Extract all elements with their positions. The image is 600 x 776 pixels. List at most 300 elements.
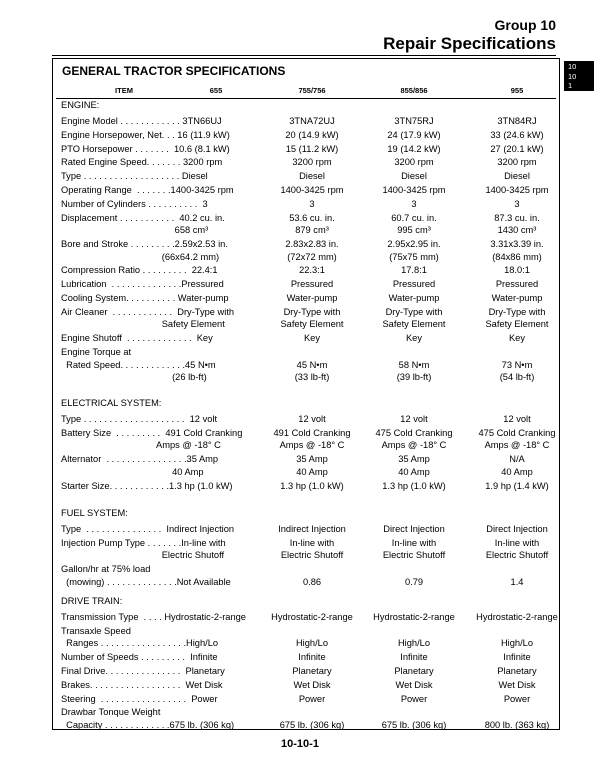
page-title: Repair Specifications	[383, 34, 556, 53]
spec-value: 19 (14.2 kW)	[387, 143, 441, 154]
page-number: 10-10-1	[281, 738, 319, 750]
spec-value-col-2	[362, 679, 466, 692]
spec-value	[260, 706, 364, 719]
spec-row	[0, 706, 600, 731]
spec-row	[0, 238, 600, 263]
spec-value: 0.86	[302, 576, 322, 587]
spec-value: (33 lb-ft)	[294, 372, 330, 383]
spec-value: Infinite	[298, 652, 326, 663]
spec-row	[0, 480, 600, 493]
spec-value-col-3	[465, 264, 569, 277]
spec-value-col-3	[465, 346, 569, 384]
spec-label	[61, 480, 233, 493]
spec-row	[0, 156, 600, 169]
spec-value: 15 (11.2 kW)	[285, 143, 339, 154]
spec-value-col-3	[465, 706, 569, 731]
spec-value-col-1	[260, 625, 364, 650]
side-tab-line: 10	[568, 71, 577, 81]
spec-row	[0, 665, 600, 678]
spec-label-line: 658 cm³	[61, 225, 209, 236]
spec-value: 3200 rpm	[394, 157, 434, 168]
spec-label-line: Type . . . . . . . . . . . . . . . Indirect Injection	[61, 524, 235, 534]
spec-label-line: Final Drive. . . . . . . . . . . . . . . Planetary	[61, 666, 225, 676]
spec-value-col-2	[362, 306, 466, 331]
spec-value: 800 lb. (363 kg)	[484, 719, 550, 730]
spec-value: Indirect Injection	[278, 524, 346, 534]
spec-value: 24 (17.9 kW)	[387, 129, 441, 140]
spec-value-col-2	[362, 625, 466, 650]
section-heading: ELECTRICAL SYSTEM:	[61, 398, 162, 408]
spec-row	[0, 143, 600, 156]
spec-label-line: Displacement . . . . . . . . . . . 40.2 cu. in.	[61, 212, 225, 223]
spec-label-line: Brakes. . . . . . . . . . . . . . . . . . Wet Disk	[61, 679, 223, 690]
group-label: Group 10	[494, 17, 556, 33]
spec-value-col-2	[362, 264, 466, 277]
spec-label-line: Compression Ratio . . . . . . . . . 22.4:1	[61, 265, 218, 276]
spec-value-col-3	[465, 278, 569, 291]
spec-row	[0, 170, 600, 183]
spec-label	[61, 453, 218, 478]
spec-value: 17.8:1	[401, 265, 427, 276]
spec-value	[362, 563, 466, 576]
spec-value-col-1	[260, 238, 364, 263]
spec-label-line: Ranges . . . . . . . . . . . . . . . . .High/Lo	[61, 638, 219, 649]
spec-value-col-3	[465, 143, 569, 156]
spec-value: 675 lb. (306 kg)	[381, 719, 447, 730]
spec-value: 1.4	[510, 576, 524, 587]
spec-label-line: Starter Size. . . . . . . . . . . .1.3 hp (1.0 kW)	[61, 480, 233, 491]
spec-label	[61, 427, 242, 452]
spec-label	[61, 523, 234, 536]
spec-value: 475 Cold Cranking	[375, 427, 453, 438]
spec-value: 2.95x2.95 in.	[387, 239, 441, 249]
side-tab	[564, 61, 594, 91]
spec-value-col-3	[465, 292, 569, 305]
spec-label-line: Operating Range . . . . . . .1400-3425 rpm	[61, 185, 234, 195]
spec-label-line: Number of Cylinders . . . . . . . . . . 3	[61, 198, 208, 209]
spec-value-col-2	[362, 563, 466, 588]
spec-label-line: PTO Horsepower . . . . . . . 10.6 (8.1 kW)	[61, 143, 230, 154]
spec-value-col-2	[362, 651, 466, 664]
spec-value: Key	[405, 333, 423, 344]
spec-label	[61, 212, 225, 237]
spec-value	[260, 563, 364, 576]
spec-value-col-2	[362, 212, 466, 237]
spec-value-col-1	[260, 129, 364, 142]
spec-label-line: Lubrication . . . . . . . . . . . . . .Pressured	[61, 279, 224, 290]
spec-label-line: Air Cleaner . . . . . . . . . . . . Dry-Type with	[61, 306, 235, 317]
spec-value-col-1	[260, 264, 364, 277]
spec-value	[362, 625, 466, 638]
spec-value: Water-pump	[388, 293, 440, 303]
spec-value: 675 lb. (306 kg)	[279, 719, 345, 730]
spec-value: In-line with	[494, 537, 540, 548]
spec-value: 45 N•m	[296, 359, 328, 370]
spec-value: 40 Amp	[501, 466, 533, 477]
spec-value: Dry-Type with	[385, 306, 443, 317]
column-header-855: 855/856	[400, 86, 428, 95]
column-header-755: 755/756	[298, 86, 326, 95]
spec-value: Wet Disk	[498, 679, 536, 690]
spec-value: Power	[503, 693, 531, 704]
spec-value-col-3	[465, 198, 569, 211]
spec-value-col-1	[260, 346, 364, 384]
spec-value-col-2	[362, 198, 466, 211]
spec-value-col-3	[465, 129, 569, 142]
spec-value-col-2	[362, 238, 466, 263]
spec-label-line: Rated Engine Speed. . . . . . . 3200 rpm	[61, 157, 223, 168]
spec-label	[61, 292, 229, 305]
spec-label-line: Capacity . . . . . . . . . . . . .675 lb. (306 kg)	[61, 719, 235, 730]
spec-value-col-3	[465, 480, 569, 493]
spec-value: 3TNA72UJ	[289, 116, 335, 126]
spec-value: Pressured	[392, 279, 436, 290]
spec-value: (72x72 mm)	[287, 251, 337, 262]
spec-label	[61, 170, 208, 183]
spec-label-line: Electric Shutoff	[61, 550, 225, 561]
spec-value: High/Lo	[500, 638, 534, 649]
spec-row	[0, 129, 600, 142]
spec-value-col-2	[362, 480, 466, 493]
spec-value: (84x86 mm)	[492, 251, 542, 262]
spec-value: Water-pump	[286, 293, 338, 303]
spec-value-col-1	[260, 679, 364, 692]
column-header-955: 955	[510, 86, 524, 95]
spec-value: 87.3 cu. in.	[494, 212, 540, 223]
spec-row	[0, 563, 600, 588]
spec-value: 22.3:1	[299, 265, 325, 276]
spec-value: 3200 rpm	[497, 157, 537, 168]
spec-label-line: Number of Speeds . . . . . . . . . Infinite	[61, 652, 218, 663]
spec-label	[61, 115, 222, 128]
spec-label-line: 40 Amp	[61, 466, 204, 477]
spec-value-col-1	[260, 413, 364, 426]
spec-label-line: Rated Speed. . . . . . . . . . . . .45 N•m	[61, 359, 216, 370]
spec-label-line: Injection Pump Type . . . . . . .In-line with	[61, 537, 226, 548]
spec-value: 491 Cold Cranking	[273, 427, 351, 438]
spec-row	[0, 453, 600, 478]
spec-value-col-3	[465, 537, 569, 562]
spec-value-col-2	[362, 523, 466, 536]
spec-value-col-3	[465, 651, 569, 664]
spec-label-line: Battery Size . . . . . . . . . 491 Cold Cranking	[61, 427, 243, 438]
spec-value	[465, 563, 569, 576]
spec-value-col-3	[465, 115, 569, 128]
section-title: GENERAL TRACTOR SPECIFICATIONS	[62, 64, 286, 78]
spec-row	[0, 693, 600, 706]
spec-value-col-1	[260, 198, 364, 211]
spec-value: Water-pump	[491, 293, 543, 303]
spec-value-col-2	[362, 115, 466, 128]
header-divider	[56, 98, 556, 99]
spec-row	[0, 292, 600, 305]
spec-value: Amps @ -18° C	[484, 440, 550, 451]
spec-value-col-2	[362, 278, 466, 291]
spec-row	[0, 679, 600, 692]
spec-value-col-1	[260, 563, 364, 588]
section-heading: ENGINE:	[61, 100, 100, 110]
spec-value-col-2	[362, 413, 466, 426]
spec-value: In-line with	[391, 537, 437, 548]
spec-value-col-1	[260, 453, 364, 478]
spec-row	[0, 184, 600, 197]
spec-value: 18.0:1	[504, 265, 530, 276]
spec-row	[0, 537, 600, 562]
spec-value: 1400-3425 rpm	[485, 185, 549, 195]
spec-value: 3TN84RJ	[497, 116, 537, 126]
spec-value-col-2	[362, 346, 466, 384]
spec-label	[61, 563, 231, 588]
spec-value-col-1	[260, 332, 364, 345]
spec-value-col-2	[362, 706, 466, 731]
spec-label	[61, 611, 246, 624]
spec-value: Key	[303, 333, 321, 344]
spec-value: 1430 cm³	[497, 225, 537, 236]
spec-value-col-1	[260, 523, 364, 536]
spec-value: (75x75 mm)	[389, 251, 439, 262]
spec-value-col-1	[260, 292, 364, 305]
spec-value: N/A	[509, 454, 525, 465]
spec-value	[362, 346, 466, 359]
spec-label-line: Bore and Stroke . . . . . . . . .2.59x2.53 in.	[61, 239, 228, 249]
spec-value: Power	[298, 693, 326, 704]
spec-value-col-3	[465, 238, 569, 263]
spec-label	[61, 706, 234, 731]
spec-value-col-1	[260, 480, 364, 493]
spec-label	[61, 665, 225, 678]
spec-value: 3	[514, 198, 520, 209]
spec-value-col-2	[362, 143, 466, 156]
spec-row	[0, 413, 600, 426]
spec-value-col-1	[260, 156, 364, 169]
spec-value: 12 volt	[503, 414, 531, 424]
spec-value	[465, 625, 569, 638]
spec-value: Safety Element	[382, 319, 446, 330]
section-heading: FUEL SYSTEM:	[61, 508, 128, 518]
spec-row	[0, 346, 600, 384]
spec-value-col-3	[465, 679, 569, 692]
spec-value: Amps @ -18° C	[381, 440, 447, 451]
side-tab-line: 10	[568, 62, 577, 71]
spec-value: Planetary	[394, 666, 434, 676]
spec-value	[260, 346, 364, 359]
spec-value: Planetary	[497, 666, 537, 676]
spec-value: Diesel	[299, 171, 325, 182]
spec-label-line: Drawbar Tonque Weight	[61, 707, 161, 718]
spec-value-col-1	[260, 651, 364, 664]
spec-value: In-line with	[289, 537, 335, 548]
spec-row	[0, 611, 600, 624]
spec-row	[0, 306, 600, 331]
spec-value-col-1	[260, 706, 364, 731]
spec-value: Diesel	[401, 171, 427, 182]
spec-label-line: Type . . . . . . . . . . . . . . . . . . . . 12 volt	[61, 414, 218, 424]
spec-value-col-3	[465, 156, 569, 169]
section-heading: DRIVE TRAIN:	[61, 596, 123, 606]
spec-value: High/Lo	[397, 638, 431, 649]
spec-value-col-2	[362, 453, 466, 478]
spec-value: 1.9 hp (1.4 kW)	[485, 480, 549, 491]
spec-value: 3.31x3.39 in.	[490, 239, 544, 249]
spec-label-line: Safety Element	[61, 319, 225, 330]
spec-value-col-3	[465, 306, 569, 331]
spec-value: High/Lo	[295, 638, 329, 649]
spec-value-col-2	[362, 184, 466, 197]
spec-value-col-3	[465, 413, 569, 426]
spec-label-line: Transaxle Speed	[61, 625, 131, 636]
spec-value: 1.3 hp (1.0 kW)	[382, 480, 446, 491]
spec-value-col-2	[362, 170, 466, 183]
spec-label	[61, 143, 230, 156]
spec-label	[61, 278, 224, 291]
spec-value: 0.79	[404, 576, 424, 587]
spec-value: 58 N•m	[398, 359, 430, 370]
spec-value: 60.7 cu. in.	[391, 212, 437, 223]
spec-value-col-3	[465, 625, 569, 650]
spec-value: Electric Shutoff	[382, 550, 446, 561]
spec-value-col-1	[260, 427, 364, 452]
spec-value: 40 Amp	[296, 466, 328, 477]
spec-value-col-2	[362, 292, 466, 305]
spec-value: Electric Shutoff	[485, 550, 549, 561]
spec-label	[61, 537, 226, 562]
spec-label-line: Gallon/hr at 75% load	[61, 564, 151, 575]
spec-value: 35 Amp	[296, 454, 328, 465]
spec-row	[0, 651, 600, 664]
spec-label	[61, 693, 218, 706]
spec-value-col-2	[362, 611, 466, 624]
spec-value: 27 (20.1 kW)	[490, 143, 544, 154]
column-header-item: ITEM	[115, 86, 133, 95]
spec-value-col-1	[260, 537, 364, 562]
spec-value: Electric Shutoff	[280, 550, 344, 561]
spec-label	[61, 238, 228, 263]
spec-label-line: Transmission Type . . . . Hydrostatic-2-range	[61, 612, 246, 622]
spec-value-col-1	[260, 115, 364, 128]
spec-value: Amps @ -18° C	[279, 440, 345, 451]
spec-value-col-1	[260, 143, 364, 156]
spec-label-line: Engine Model . . . . . . . . . . . . 3TN66UJ	[61, 116, 222, 126]
spec-value	[362, 706, 466, 719]
header-rule	[52, 55, 556, 56]
spec-value: 3200 rpm	[292, 157, 332, 168]
spec-value-col-2	[362, 427, 466, 452]
spec-value: 73 N•m	[501, 359, 533, 370]
spec-value-col-3	[465, 453, 569, 478]
spec-value: 2.83x2.83 in.	[285, 239, 339, 249]
spec-value-col-3	[465, 611, 569, 624]
spec-value-col-1	[260, 665, 364, 678]
spec-label	[61, 625, 218, 650]
spec-value: Safety Element	[485, 319, 549, 330]
spec-value-col-1	[260, 611, 364, 624]
spec-value: Wet Disk	[395, 679, 433, 690]
spec-label-line: Type . . . . . . . . . . . . . . . . . . . Diesel	[61, 171, 208, 182]
spec-label	[61, 679, 223, 692]
spec-label	[61, 184, 234, 197]
spec-value: 3	[309, 198, 315, 209]
spec-value-col-3	[465, 212, 569, 237]
spec-label	[61, 332, 213, 345]
spec-value: 20 (14.9 kW)	[285, 129, 339, 140]
spec-label-line: Engine Shutoff . . . . . . . . . . . . . Key	[61, 333, 213, 344]
spec-value: Wet Disk	[293, 679, 331, 690]
spec-label	[61, 264, 218, 277]
spec-value-col-3	[465, 665, 569, 678]
spec-row	[0, 427, 600, 452]
spec-value: 475 Cold Cranking	[478, 427, 556, 438]
spec-value: Planetary	[292, 666, 332, 676]
spec-value: Hydrostatic-2-range	[476, 612, 558, 622]
spec-label	[61, 306, 234, 331]
spec-value-col-3	[465, 332, 569, 345]
spec-value-col-2	[362, 665, 466, 678]
spec-label-line: Steering . . . . . . . . . . . . . . . . . Power	[61, 693, 218, 704]
spec-value-col-1	[260, 184, 364, 197]
spec-label-line: (mowing) . . . . . . . . . . . . . .Not Available	[61, 576, 231, 587]
spec-value: 1400-3425 rpm	[382, 185, 446, 195]
spec-row	[0, 264, 600, 277]
spec-value: Key	[508, 333, 526, 344]
spec-value-col-1	[260, 212, 364, 237]
spec-label	[61, 346, 216, 384]
spec-value	[260, 625, 364, 638]
spec-value-col-1	[260, 693, 364, 706]
spec-value: 879 cm³	[295, 225, 329, 236]
spec-value: Safety Element	[280, 319, 344, 330]
spec-label	[61, 156, 222, 169]
spec-row	[0, 198, 600, 211]
side-tab-line: 1	[568, 81, 573, 90]
spec-value: Pressured	[290, 279, 334, 290]
spec-label-line: Cooling System. . . . . . . . . . Water-pump	[61, 293, 229, 303]
spec-value: 1400-3425 rpm	[280, 185, 344, 195]
spec-value	[465, 346, 569, 359]
spec-value: 12 volt	[400, 414, 428, 424]
spec-value-col-2	[362, 693, 466, 706]
spec-value: Diesel	[504, 171, 530, 182]
spec-value: Pressured	[495, 279, 539, 290]
spec-label	[61, 413, 217, 426]
spec-value-col-1	[260, 306, 364, 331]
spec-value: 3TN75RJ	[394, 116, 434, 126]
spec-value: Infinite	[400, 652, 428, 663]
spec-value: 35 Amp	[398, 454, 430, 465]
spec-value-col-2	[362, 537, 466, 562]
spec-value: Infinite	[503, 652, 531, 663]
spec-value: 12 volt	[298, 414, 326, 424]
spec-value: Hydrostatic-2-range	[373, 612, 455, 622]
spec-value-col-3	[465, 563, 569, 588]
spec-value: Direct Injection	[383, 524, 445, 534]
spec-label-line: Amps @ -18° C	[61, 440, 221, 451]
spec-value-col-2	[362, 129, 466, 142]
spec-value-col-2	[362, 156, 466, 169]
spec-row	[0, 212, 600, 237]
spec-value: 33 (24.6 kW)	[490, 129, 544, 140]
spec-value: Direct Injection	[486, 524, 548, 534]
spec-label	[61, 198, 208, 211]
spec-label-line: Engine Horsepower, Net. . . 16 (11.9 kW)	[61, 129, 230, 140]
spec-value	[465, 706, 569, 719]
spec-value: Dry-Type with	[283, 306, 341, 317]
spec-value-col-3	[465, 693, 569, 706]
spec-value-col-3	[465, 523, 569, 536]
spec-value: 40 Amp	[398, 466, 430, 477]
spec-label-line: Alternator . . . . . . . . . . . . . . . .35 Amp	[61, 454, 219, 465]
spec-value: 3	[411, 198, 417, 209]
spec-value: 1.3 hp (1.0 kW)	[280, 480, 344, 491]
